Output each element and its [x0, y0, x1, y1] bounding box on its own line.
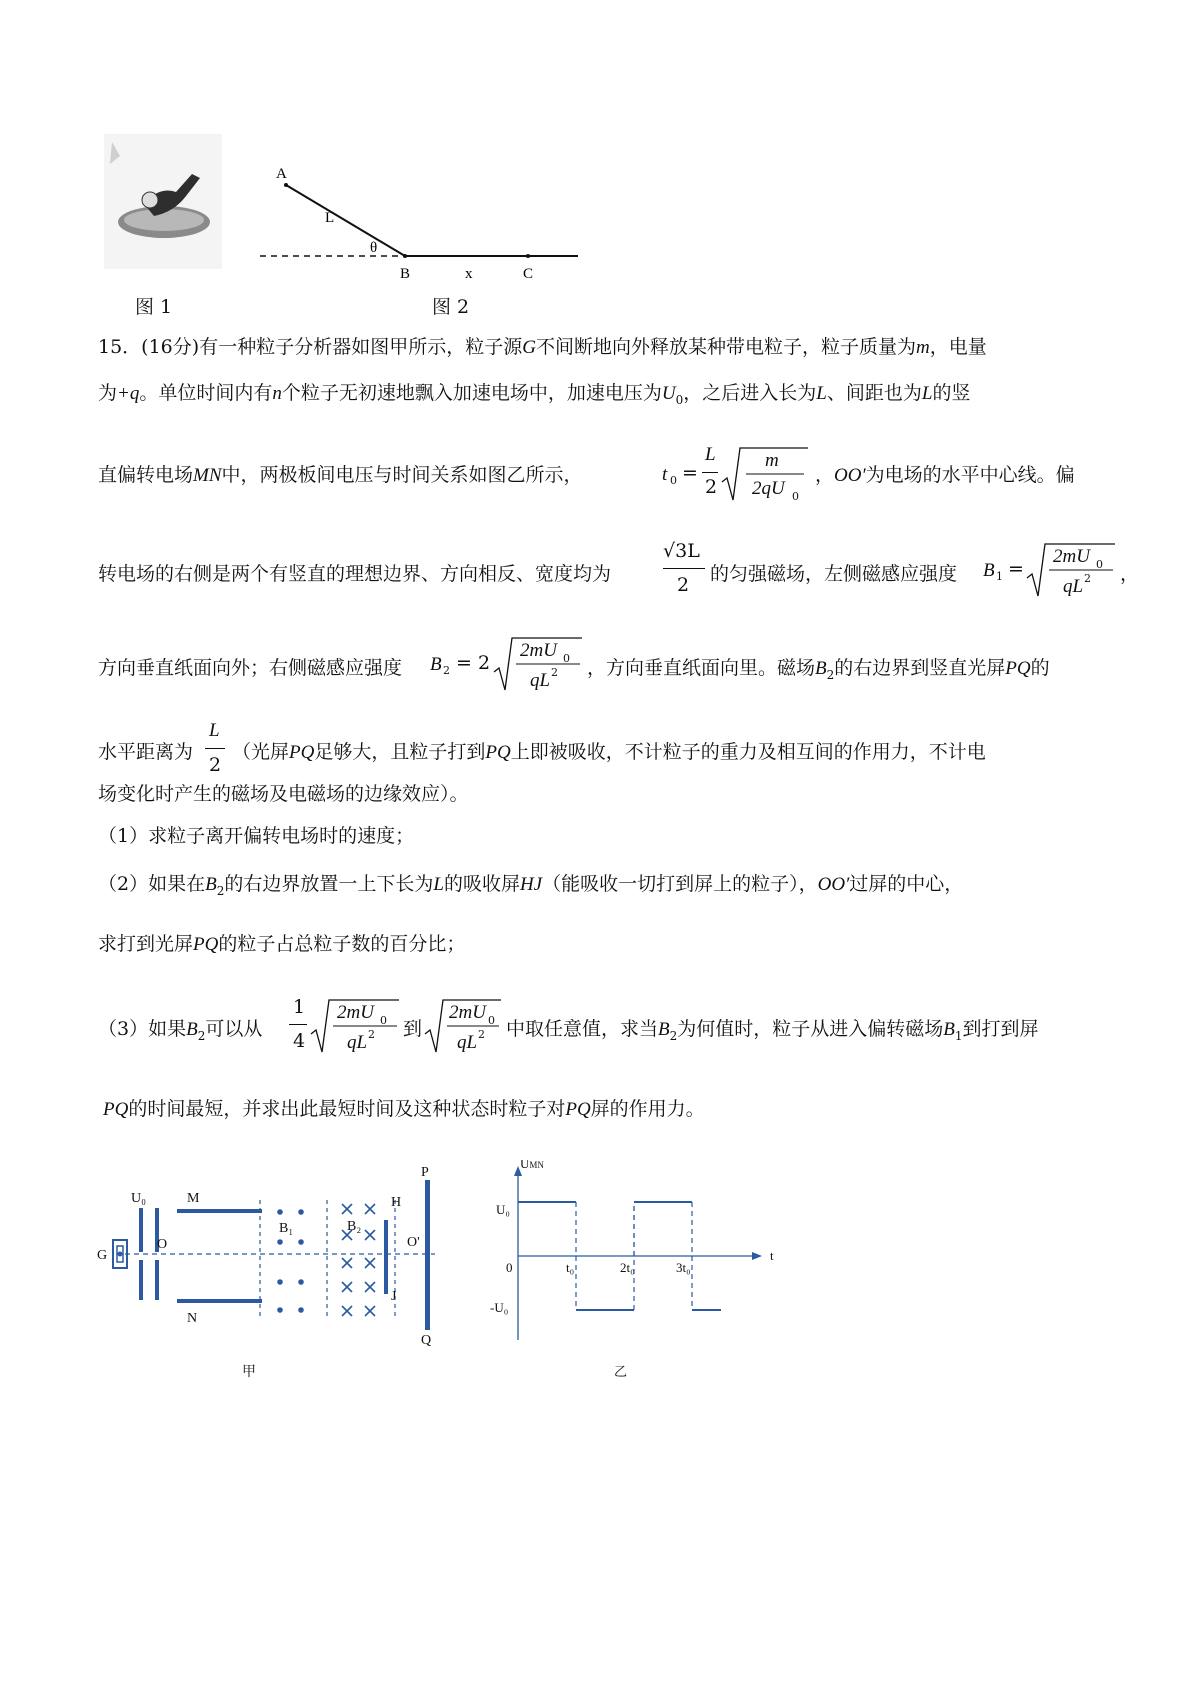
- formula-width: √3L 2: [663, 536, 707, 606]
- label-G: G: [97, 1248, 108, 1263]
- absorber-HJ: [384, 1220, 388, 1294]
- formula-B2: B 2 = 2 2mU 0 qL 2: [430, 630, 590, 700]
- label-zero: 0: [506, 1260, 513, 1275]
- figure-2: [260, 160, 590, 290]
- label-x: x: [465, 266, 473, 282]
- tick-2t0: 2t₀: [620, 1260, 635, 1275]
- figure-yi: [490, 1160, 790, 1390]
- problem-line-3-tail: ，OO′为电场的水平中心线。偏: [815, 464, 1075, 486]
- question-1: （1）求粒子离开偏转电场时的速度；: [98, 825, 415, 847]
- label-P: P: [421, 1165, 429, 1180]
- problem-line-6-tail: （光屏PQ足够大，且粒子打到PQ上即被吸收，不计粒子的重力及相互间的作用力，不计电: [232, 741, 986, 763]
- label-U0: U₀: [131, 1191, 146, 1206]
- incline-line: [286, 185, 405, 256]
- problem-line-7: 场变化时产生的磁场及电磁场的边缘效应）。: [98, 783, 469, 805]
- label-t: t: [770, 1248, 774, 1263]
- formula-range: 1 4 2mU 0 qL 2 到 2mU 0 qL 2: [289, 992, 501, 1062]
- label-J: J: [391, 1289, 397, 1304]
- label-B1: B₁: [279, 1221, 294, 1236]
- label-negU0: -U₀: [490, 1300, 509, 1315]
- fig1-caption: 图 1: [135, 296, 173, 318]
- tick-t0: t₀: [566, 1260, 575, 1275]
- formula-B1: B 1 = 2mU 0 qL 2: [983, 536, 1123, 606]
- label-B2: B₂: [347, 1219, 362, 1234]
- plate-M: [177, 1209, 262, 1213]
- figure-1: [104, 134, 222, 269]
- formula-t0: t 0 = L 2 m 2qU 0: [660, 440, 810, 510]
- figure-jia: [95, 1160, 495, 1390]
- problem-line-4-tail: ，: [1120, 563, 1140, 585]
- problem-line-5: 方向垂直纸面向外；右侧磁感应强度: [98, 657, 403, 679]
- label-A: A: [276, 166, 287, 182]
- plate-N: [177, 1299, 262, 1303]
- problem-line-4-mid: 的匀强磁场，左侧磁感应强度: [710, 563, 958, 585]
- label-L: L: [325, 210, 335, 226]
- label-B: B: [400, 266, 411, 282]
- accel-plate-left: [139, 1208, 143, 1252]
- screen-PQ: [425, 1180, 430, 1330]
- label-O: O: [157, 1237, 168, 1252]
- label-Oprime: O': [407, 1235, 420, 1250]
- formula-half-L: L 2: [205, 716, 229, 786]
- problem-line-3: 直偏转电场MN中，两极板间电压与时间关系如图乙所示，: [98, 464, 583, 486]
- question-2-line-2: 求打到光屏PQ的粒子占总粒子数的百分比；: [98, 933, 466, 955]
- problem-line-5-tail: ，方向垂直纸面向里。磁场$B_2$的右边界到竖直光屏PQ的: [587, 657, 1050, 682]
- label-M: M: [187, 1191, 200, 1206]
- question-2: （2）如果在$B_2$的右边界放置一上下长为L的吸收屏HJ（能吸收一切打到屏上的粒子），OO′过屏的中心，: [98, 873, 964, 898]
- problem-line-1: 15．(16分)有一种粒子分析器如图甲所示，粒子源G不间断地向外释放某种带电粒子，粒子质量为m，电量: [98, 336, 987, 358]
- question-3: （3）如果$B_2$可以从: [98, 1018, 263, 1043]
- question-3-tail: 中取任意值，求当$B_2$为何值时，粒子从进入偏转磁场$B_1$到打到屏: [506, 1018, 1039, 1043]
- label-Q: Q: [421, 1333, 432, 1348]
- label-U0: U₀: [496, 1202, 510, 1217]
- problem-line-2: 为+q。单位时间内有n个粒子无初速地飘入加速电场中，加速电压为$U_0$，之后进入长为L、间距也为L的竖: [98, 382, 971, 407]
- skateboarder-photo: [104, 134, 222, 269]
- tick-3t0: 3t₀: [676, 1260, 691, 1275]
- t-axis-arrow: [752, 1252, 762, 1260]
- label-theta: θ: [370, 240, 378, 256]
- problem-line-4: 转电场的右侧是两个有竖直的理想边界、方向相反、宽度均为: [98, 563, 612, 585]
- fig2-caption: 图 2: [432, 296, 470, 318]
- problem-line-6: 水平距离为: [98, 741, 194, 763]
- label-UMN: UMN: [520, 1160, 544, 1171]
- label-H: H: [391, 1195, 402, 1210]
- question-3-line-2: PQ的时间最短，并求出此最短时间及这种状态时粒子对PQ屏的作用力。: [103, 1098, 705, 1120]
- label-N: N: [187, 1311, 198, 1326]
- caption-jia: 甲: [242, 1365, 256, 1380]
- label-C: C: [523, 266, 534, 282]
- caption-yi: 乙: [614, 1364, 628, 1379]
- problem-number: 15．(16分): [98, 336, 200, 358]
